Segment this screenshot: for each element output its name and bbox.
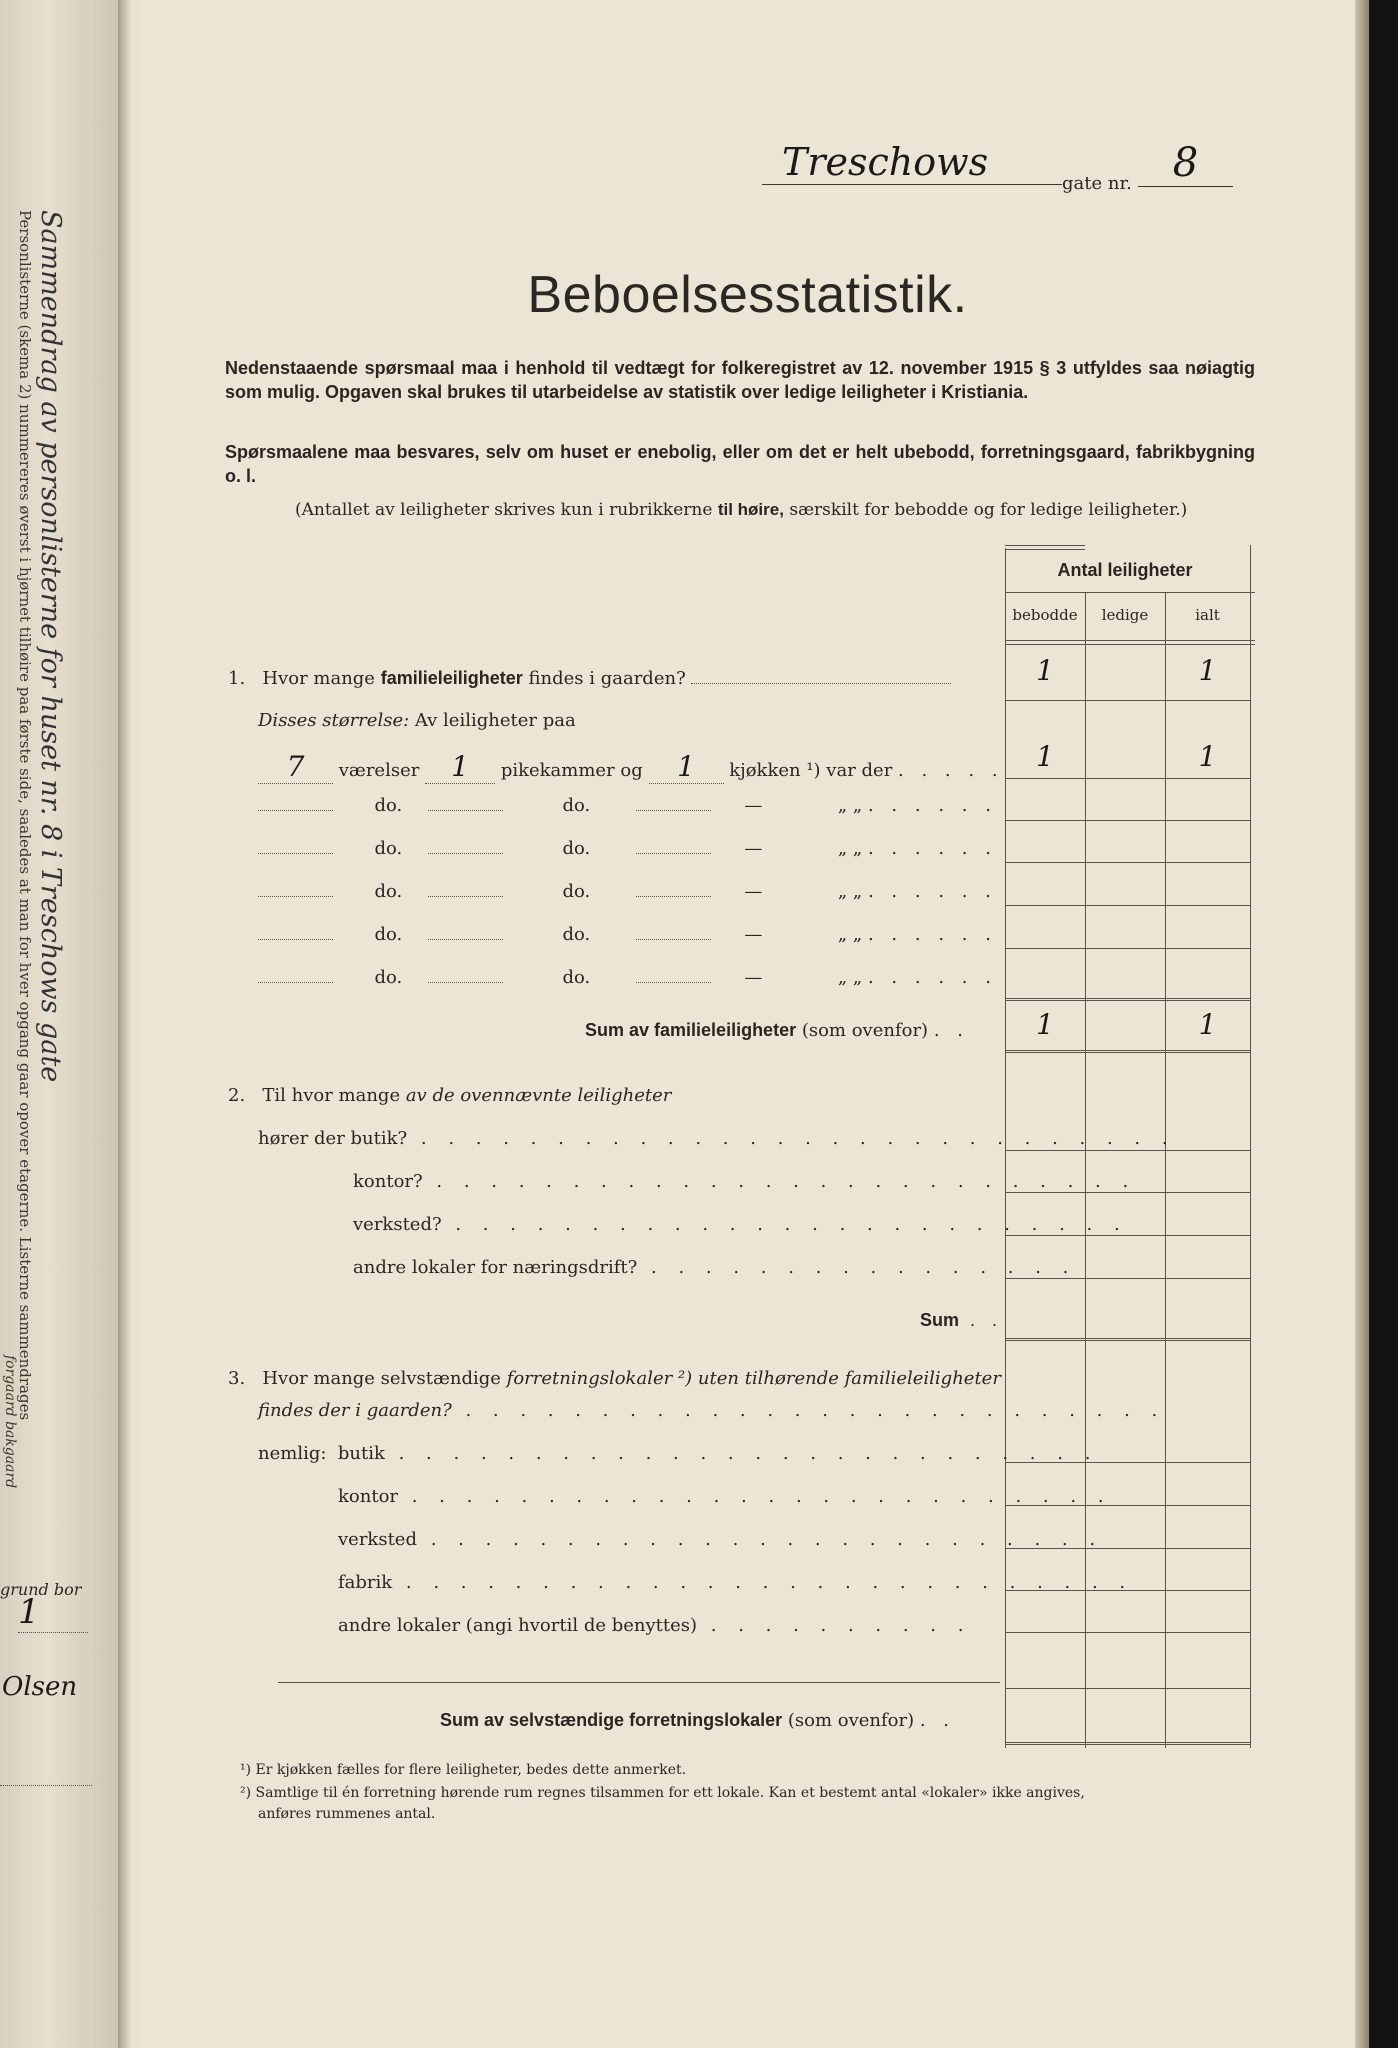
table-subheader-line-2 bbox=[1005, 644, 1255, 645]
row-line bbox=[1005, 1235, 1250, 1236]
q3-kontor bbox=[338, 1486, 1112, 1507]
row-line bbox=[1005, 700, 1250, 701]
row-line-double bbox=[1005, 1050, 1250, 1053]
q3-separator-line bbox=[278, 1682, 1000, 1683]
q2-andre bbox=[353, 1257, 1076, 1278]
blank-field bbox=[428, 896, 503, 897]
page-edge bbox=[1355, 0, 1369, 2048]
q3-sum-b: (som ovenfor) bbox=[787, 1710, 915, 1731]
do-label: do. bbox=[374, 967, 403, 988]
blank-field bbox=[636, 982, 711, 983]
q3-sum-a: Sum av selvstændige forretningslokaler bbox=[440, 1710, 783, 1730]
q2-kontor-label: kontor? bbox=[353, 1171, 423, 1192]
q2-num: 2. bbox=[228, 1085, 246, 1106]
col-ialt: ialt bbox=[1195, 606, 1220, 624]
q2-butik bbox=[258, 1128, 1176, 1149]
q1-num: 1. bbox=[228, 668, 246, 689]
grund-label: grund bor bbox=[0, 1580, 82, 1599]
dash: — bbox=[744, 838, 763, 859]
dots: . . bbox=[933, 1020, 969, 1041]
q3-butik bbox=[258, 1443, 1098, 1464]
q3-sum-row bbox=[440, 1710, 955, 1731]
q3-question-2 bbox=[258, 1400, 1165, 1421]
intro-p3-a: (Antallet av leiligheter skrives kun i rubrikkerne bbox=[295, 500, 713, 520]
q3-question bbox=[228, 1368, 1001, 1389]
row-line bbox=[1005, 862, 1250, 863]
table-header-title: Antal leiligheter bbox=[1057, 560, 1193, 580]
q1-pike-value: 1 bbox=[425, 750, 495, 784]
intro-p3-b: til høire, bbox=[717, 500, 784, 519]
dots: . . . . . . . . . . . . . . . . . . . . . . . . . bbox=[416, 1529, 1104, 1550]
q2-question bbox=[228, 1085, 671, 1106]
blank-field bbox=[636, 896, 711, 897]
ditto: „ „ bbox=[837, 881, 863, 902]
blank-field bbox=[258, 896, 333, 897]
q2-sum-label: Sum bbox=[920, 1310, 960, 1330]
q3-num: 3. bbox=[228, 1368, 246, 1389]
q1-rooms-value: 7 bbox=[258, 750, 333, 784]
do-label: do. bbox=[562, 967, 591, 988]
q3-butik-label: butik bbox=[337, 1443, 385, 1464]
row-line-double bbox=[1005, 998, 1250, 1001]
q1-sum-ialt-value: 1 bbox=[1198, 1008, 1217, 1041]
dots: . . bbox=[919, 1710, 956, 1731]
intro-paragraph-3 bbox=[295, 500, 1187, 520]
q1-bebodde-value: 1 bbox=[1036, 654, 1054, 687]
q2-text-b: av de ovennævnte leiligheter bbox=[405, 1085, 672, 1106]
dots: . . . . . . . . . . . . . . . . . . . . . . . . . . bbox=[422, 1171, 1137, 1192]
q3-andre-label: andre lokaler (angi hvortil de benyttes) bbox=[338, 1615, 698, 1636]
q1-do-row bbox=[258, 838, 997, 859]
q3-kontor-label: kontor bbox=[338, 1486, 399, 1507]
footnote-1: ¹) Er kjøkken fælles for flere leiligheter, bedes dette anmerket. bbox=[240, 1762, 687, 1778]
blank-field bbox=[428, 982, 503, 983]
ditto: „ „ bbox=[837, 795, 863, 816]
row-line-double bbox=[1005, 1742, 1250, 1745]
blank-field bbox=[636, 810, 711, 811]
q1-dots bbox=[691, 683, 951, 684]
q1-do-row bbox=[258, 967, 997, 988]
table-subheader-line bbox=[1005, 640, 1255, 641]
blank-field bbox=[258, 810, 333, 811]
col-bebodde: bebodde bbox=[1012, 606, 1078, 624]
q1-size-row-1 bbox=[258, 750, 1004, 784]
row-line bbox=[1005, 820, 1250, 821]
q1-do-row bbox=[258, 795, 997, 816]
q1-do-row bbox=[258, 881, 997, 902]
q1-text-c: findes i gaarden? bbox=[528, 668, 686, 689]
dots: . . bbox=[959, 1310, 1004, 1330]
footnote-2: ²) Samtlige til én forretning hørende rum regnes tilsammen for ett lokale. Kan et bestemt antal «lokaler» ikke angives, bbox=[240, 1785, 1085, 1801]
dots: . . . . . . . . . . . . . . . . . . . . . . . . . bbox=[441, 1214, 1128, 1235]
do-label: do. bbox=[374, 795, 403, 816]
col-ledige: ledige bbox=[1101, 606, 1149, 624]
row-line bbox=[1005, 1150, 1250, 1151]
dash: — bbox=[744, 967, 763, 988]
blank-field bbox=[428, 939, 503, 940]
intro-p1-text: Nedenstaaende spørsmaal maa i henhold til vedtægt for folkeregistret av 12. november 1915 § 3 utfyldes saa nøiagtig som mulig. Opgaven skal brukes til utarbeidelse av statistik over ledige leiligheter i Kristiania. bbox=[225, 358, 1255, 402]
row-line bbox=[1005, 1192, 1250, 1193]
q1-pikekammer: pikekammer og bbox=[500, 760, 643, 781]
ditto: „ „ bbox=[837, 967, 863, 988]
q3-nemlig: nemlig: bbox=[258, 1443, 327, 1464]
blank-field bbox=[258, 982, 333, 983]
q2-verksted-label: verksted? bbox=[353, 1214, 442, 1235]
blank-field bbox=[258, 853, 333, 854]
gate-label: gate nr. bbox=[1062, 173, 1132, 194]
ditto: „ „ bbox=[837, 924, 863, 945]
dots: . . . . . . . . . . . . . . . . . . . . . . . . . . bbox=[451, 1400, 1166, 1421]
do-label: do. bbox=[374, 881, 403, 902]
q2-andre-label: andre lokaler for næringsdrift? bbox=[353, 1257, 638, 1278]
q3-verksted-label: verksted bbox=[338, 1529, 417, 1550]
do-label: do. bbox=[374, 838, 403, 859]
left-dotted-line bbox=[0, 1785, 92, 1786]
q1-question bbox=[228, 668, 951, 689]
page-title: Beboelsesstatistik. bbox=[527, 266, 968, 324]
blank-field bbox=[636, 939, 711, 940]
row-line bbox=[1005, 1278, 1250, 1279]
q2-sum bbox=[920, 1310, 1003, 1331]
table-top-line bbox=[1005, 545, 1085, 546]
blank-field bbox=[428, 853, 503, 854]
ditto: „ „ bbox=[837, 838, 863, 859]
q1-row-ialt-value: 1 bbox=[1198, 740, 1217, 773]
grund-value: 1 bbox=[18, 1592, 88, 1633]
dots: . . . . . . . . . . . . . . . . bbox=[637, 1257, 1077, 1278]
do-label: do. bbox=[374, 924, 403, 945]
q1-vaerelser: værelser bbox=[338, 760, 420, 781]
q2-kontor bbox=[353, 1171, 1136, 1192]
q1-sizes-label: Disses størrelse: bbox=[258, 710, 410, 731]
q1-ialt-value: 1 bbox=[1198, 654, 1217, 687]
intro-p3-c: særskilt for bebodde og for ledige leiligheter.) bbox=[789, 500, 1188, 520]
q1-kjokken-value: 1 bbox=[649, 750, 724, 784]
q1-sizes-text: Av leiligheter paa bbox=[414, 710, 576, 731]
row-line bbox=[1005, 905, 1250, 906]
street-name-handwritten: Treschows bbox=[762, 140, 1062, 185]
q1-sum-row bbox=[585, 1020, 969, 1041]
q1-size-row-dots: . . . . . bbox=[898, 760, 1004, 781]
dash: — bbox=[744, 795, 763, 816]
dots: . . . . . . bbox=[867, 967, 997, 988]
table-header-line bbox=[1005, 592, 1255, 593]
q1-sum-a: Sum av familieleiligheter bbox=[585, 1020, 797, 1040]
q2-verksted bbox=[353, 1214, 1128, 1235]
dots: . . . . . . . . . . . . . . . . . . . . . . . . . . bbox=[398, 1486, 1112, 1507]
left-hand-bottom: Olsen bbox=[2, 1672, 78, 1702]
intro-paragraph-1 bbox=[225, 356, 1255, 404]
dash: — bbox=[744, 924, 763, 945]
left-page bbox=[0, 0, 118, 2048]
dots: . . . . . . . . . . . . . . . . . . . . . . . . . . bbox=[384, 1443, 1099, 1464]
q3-fabrik bbox=[338, 1572, 1133, 1593]
dots: . . . . . . . . . . . . . . . . . . . . . . . . . . . . bbox=[407, 1128, 1176, 1149]
q1-do-row bbox=[258, 924, 997, 945]
row-line bbox=[1005, 778, 1250, 779]
table-vline-4 bbox=[1250, 545, 1251, 1748]
q1-text-b: familieleiligheter bbox=[380, 668, 523, 688]
footnote-2b: anføres rummenes antal. bbox=[258, 1806, 436, 1822]
intro-paragraph-2 bbox=[225, 440, 1255, 488]
blank-field bbox=[428, 810, 503, 811]
q1-sum-b: (som ovenfor) bbox=[801, 1020, 929, 1041]
row-line-double bbox=[1005, 1338, 1250, 1341]
do-label: do. bbox=[562, 924, 591, 945]
q1-text-a: Hvor mange bbox=[262, 668, 375, 689]
left-page-title: Sammendrag av personlisterne for huset nr. 8 i Treschows gate bbox=[35, 210, 66, 1083]
q1-sizes bbox=[258, 710, 576, 731]
q3-text-c: findes der i gaarden? bbox=[258, 1400, 452, 1421]
left-page-side-notes: forgaard bakgaard bbox=[2, 1355, 18, 1489]
dots: . . . . . . bbox=[867, 795, 997, 816]
dots: . . . . . . . . . . bbox=[697, 1615, 972, 1636]
form-page bbox=[140, 0, 1355, 2048]
blank-field bbox=[258, 939, 333, 940]
do-label: do. bbox=[562, 795, 591, 816]
row-line bbox=[1005, 948, 1250, 949]
dots: . . . . . . bbox=[867, 838, 997, 859]
q3-text-b: forretningslokaler ²) uten tilhørende familieleiligheter bbox=[506, 1368, 1001, 1389]
book-gutter bbox=[118, 0, 140, 2048]
q1-row-bebodde-value: 1 bbox=[1036, 740, 1054, 773]
house-number-handwritten: 8 bbox=[1138, 140, 1233, 187]
q1-kjokken: kjøkken ¹) var der bbox=[729, 760, 893, 781]
row-line bbox=[1005, 1632, 1250, 1633]
q3-andre bbox=[338, 1615, 971, 1636]
dots: . . . . . . bbox=[867, 881, 997, 902]
left-page-instruction: Personlisterne (skema 2) nummereres øverst i hjørnet tilhøire paa første side, saaledes at man for hver opgang gaar opover etagerne. Listerne sammendrages bbox=[16, 210, 34, 1421]
do-label: do. bbox=[562, 838, 591, 859]
dash: — bbox=[744, 881, 763, 902]
row-line bbox=[1005, 1688, 1250, 1689]
q1-sum-bebodde-value: 1 bbox=[1036, 1008, 1054, 1041]
dots: . . . . . . bbox=[867, 924, 997, 945]
do-label: do. bbox=[562, 881, 591, 902]
table-top-line-2 bbox=[1005, 549, 1085, 550]
dots: . . . . . . . . . . . . . . . . . . . . . . . . . . . bbox=[392, 1572, 1134, 1593]
blank-field bbox=[636, 853, 711, 854]
q2-butik-label: hører der butik? bbox=[258, 1128, 408, 1149]
q3-fabrik-label: fabrik bbox=[338, 1572, 393, 1593]
q3-text-a: Hvor mange selvstændige bbox=[262, 1368, 501, 1389]
q3-verksted bbox=[338, 1529, 1103, 1550]
intro-p2-text: Spørsmaalene maa besvares, selv om huset er enebolig, eller om det er helt ubebodd, forretningsgaard, fabrikbygning o. l. bbox=[225, 442, 1255, 486]
q2-text-a: Til hvor mange bbox=[262, 1085, 401, 1106]
